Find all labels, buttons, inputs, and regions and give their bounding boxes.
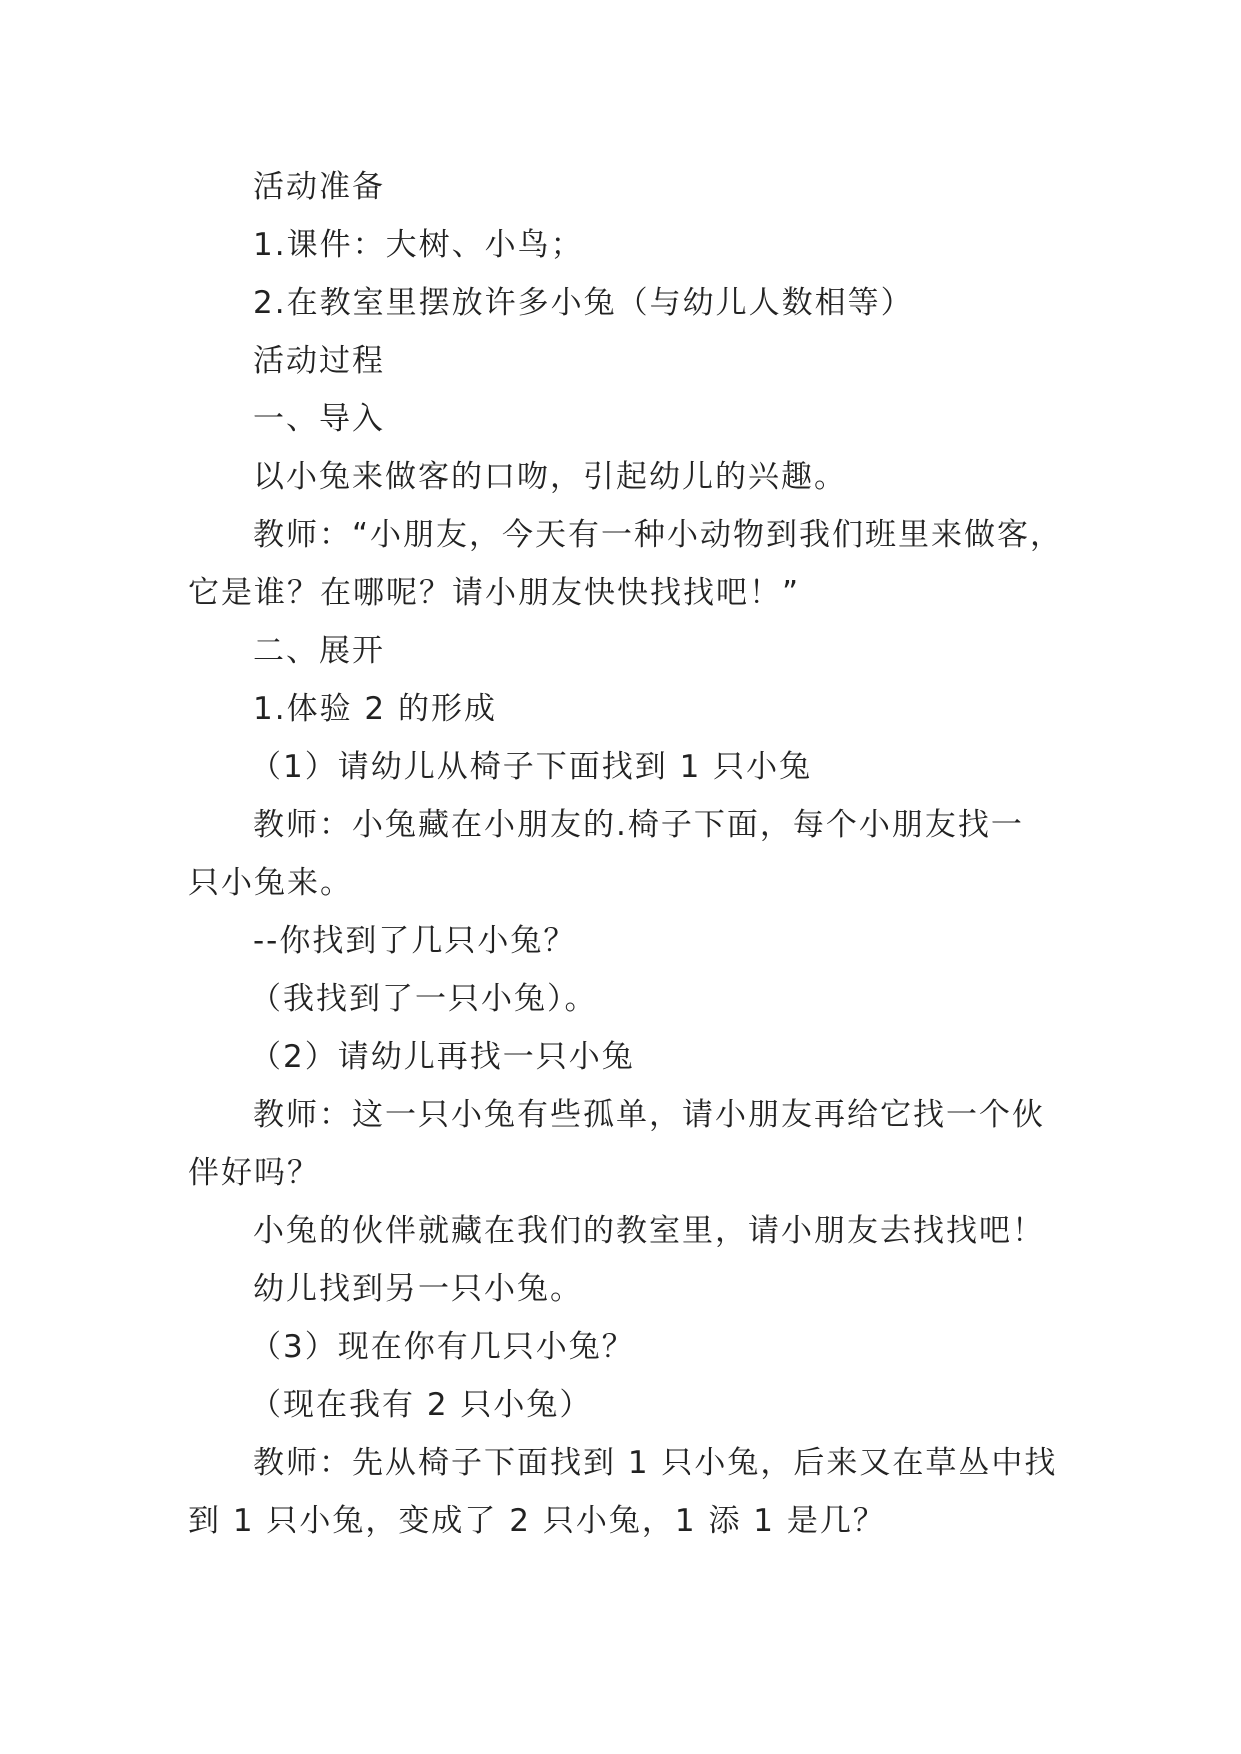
answer-line: （我找到了一只小兔）。 <box>250 981 598 1017</box>
paragraph-line-continued: 伴好吗？ <box>188 1155 320 1191</box>
heading-introduction: 一、导入 <box>253 401 385 437</box>
document-body <box>188 158 1078 1550</box>
paragraph-line-continued: 只小兔来。 <box>188 865 353 901</box>
paragraph-line: 幼儿找到另一只小兔。 <box>253 1271 583 1307</box>
subheading-line: 1.体验 2 的形成 <box>253 691 498 727</box>
paragraph-line: 1.课件：大树、小鸟； <box>253 227 584 263</box>
paragraph-line: 教师：先从椅子下面找到 1 只小兔，后来又在草丛中找 <box>253 1445 1058 1481</box>
paragraph-line: 教师：这一只小兔有些孤单，请小朋友再给它找一个伙 <box>253 1097 1045 1133</box>
paragraph-line: 小兔的伙伴就藏在我们的教室里，请小朋友去找找吧！ <box>253 1213 1045 1249</box>
paragraph-line-continued: 到 1 只小兔，变成了 2 只小兔，1 添 1 是几？ <box>188 1503 886 1539</box>
paragraph-line: 2.在教室里摆放许多小兔（与幼儿人数相等） <box>253 285 914 321</box>
heading-activity-preparation: 活动准备 <box>253 169 385 205</box>
step-line: （3）现在你有几只小兔？ <box>250 1329 635 1365</box>
paragraph-line-continued: 它是谁？在哪呢？请小朋友快快找找吧！” <box>188 575 801 611</box>
answer-line: （现在我有 2 只小兔） <box>250 1387 593 1423</box>
paragraph-line: 教师：小兔藏在小朋友的.椅子下面，每个小朋友找一 <box>253 807 1024 843</box>
paragraph-line: 教师：“小朋友，今天有一种小动物到我们班里来做客， <box>253 517 1064 553</box>
step-line: （1）请幼儿从椅子下面找到 1 只小兔 <box>250 749 813 785</box>
step-line: （2）请幼儿再找一只小兔 <box>250 1039 635 1075</box>
heading-development: 二、展开 <box>253 633 385 669</box>
heading-activity-process: 活动过程 <box>253 343 385 379</box>
paragraph-line: 以小兔来做客的口吻，引起幼儿的兴趣。 <box>253 459 847 495</box>
question-line: --你找到了几只小兔？ <box>253 923 577 959</box>
